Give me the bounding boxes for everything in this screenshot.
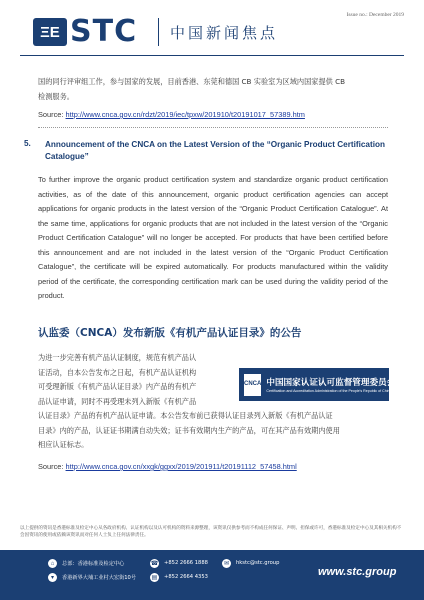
location-icon: ⌂ (48, 559, 57, 568)
footer-address: 香港新界大埔工业村大宏街10号 (62, 575, 137, 581)
section-divider (38, 127, 388, 128)
source-label: Source: (38, 110, 64, 119)
newsletter-title: 中国新闻焦点 (170, 24, 279, 42)
zh-line: 目录》内的产品，认证证书期满自动失效；证书有效期内生产的产品，可在其产品有效期内使用 (38, 425, 340, 435)
zh-source (38, 462, 297, 471)
section-number: 5. (24, 139, 31, 148)
fax-icon: ▤ (151, 575, 158, 581)
zh-line: 可受理新版《有机产品认证目录》内产品的有机产 (38, 382, 197, 391)
zh-line: 品认证申请，同时不再受理未列入新版《有机产品 (38, 396, 197, 406)
section-title: Announcement of the CNCA on the Latest Version of the “Organic Product Certification Catalogue” (45, 140, 385, 161)
zh-section-heading: 认监委（CNCA）发布新版《有机产品认证目录》的公告 (38, 327, 302, 339)
zh-line: 认证目录》产品的有机产品认证申请。本公告发布前已获得认证目录列入新版《有机产品认证 (38, 411, 333, 420)
section-body: To further improve the organic product certification system and standardize organic product certification activities, as of the date of this announcement, organic product certification agencies can accept applications for organic products in the latest version of the “Organic Product Certification Catalogue”. At the same time, applications for organic products that are not included in the latest version of the “Organic Product Certification Catalogue” will no longer be accepted. For products that have been certified before this announcement and are not included in the latest version of the “Organic Product Certification Catalogue”, the certificate will be expired automatically. For products manufactured within the validity period of the certificate, the corresponding certification mark can be used during the validity period of the product. (38, 175, 388, 300)
cnca-logo (239, 368, 396, 401)
footer-fax: +852 2664 4353 (164, 574, 208, 580)
zh-line: 相应认证标志。 (38, 440, 89, 449)
top-source (38, 110, 305, 119)
stc-logo-mark: ΞE (33, 18, 67, 46)
source-link[interactable]: http://www.cnca.gov.cn/rdzt/2019/iec/tpxw/201910/t20191017_57389.htm (65, 110, 305, 119)
source-label: Source: (38, 462, 64, 471)
cnca-mark-icon: CNCA (244, 374, 261, 396)
top-paragraph-line2: 检测服务。 (38, 92, 74, 101)
issue-number: Issue no.: December 2019 (346, 12, 404, 18)
zh-paragraph-short (38, 351, 238, 409)
footer-website[interactable]: www.stc.group (318, 566, 397, 578)
footer-phone: +852 2666 1888 (164, 560, 208, 566)
disclaimer: 以上提供的资讯是香港标准及检定中心从各政府机构、认证机构以及认可机构的资料来源整理，该资讯仅供参考而不构成任何保证、声明、担保或许可，香港标准及检定中心及其相关机构不会因资讯的使用或依赖该资讯而对任何人士负上任何法律责任。 (20, 526, 402, 538)
zh-line: 证活动，自本公告发布之日起，有机产品认证机构 (38, 367, 197, 377)
cnca-name-zh: 中国国家认证认可监督管理委员会 (266, 378, 396, 388)
zh-line: 为进一步完善有机产品认证制度，规范有机产品认 (38, 353, 197, 362)
address-icon: ▾ (48, 573, 57, 582)
header-rule (20, 55, 404, 56)
email-icon: ✉ (223, 561, 230, 567)
footer-org: 总部：香港标准及检定中心 (62, 561, 125, 567)
footer-email[interactable]: hkstc@stc.group (236, 560, 280, 566)
source-link[interactable]: http://www.cnca.gov.cn/xxgk/ggxx/2019/201911/t20191112_57458.html (65, 462, 297, 471)
stc-logo-text: STC (70, 14, 138, 49)
header-divider (158, 18, 159, 46)
top-paragraph-line1: 国的同行评审组工作，参与国家的发展，目前香港、东莞和德国 CB 实验室为区域内国家提供 CB (38, 77, 346, 86)
cnca-name-en: Certification and Accreditation Administration of the People's Republic of China (266, 389, 392, 393)
zh-paragraph-full (38, 409, 398, 453)
phone-icon: ☎ (150, 561, 159, 567)
